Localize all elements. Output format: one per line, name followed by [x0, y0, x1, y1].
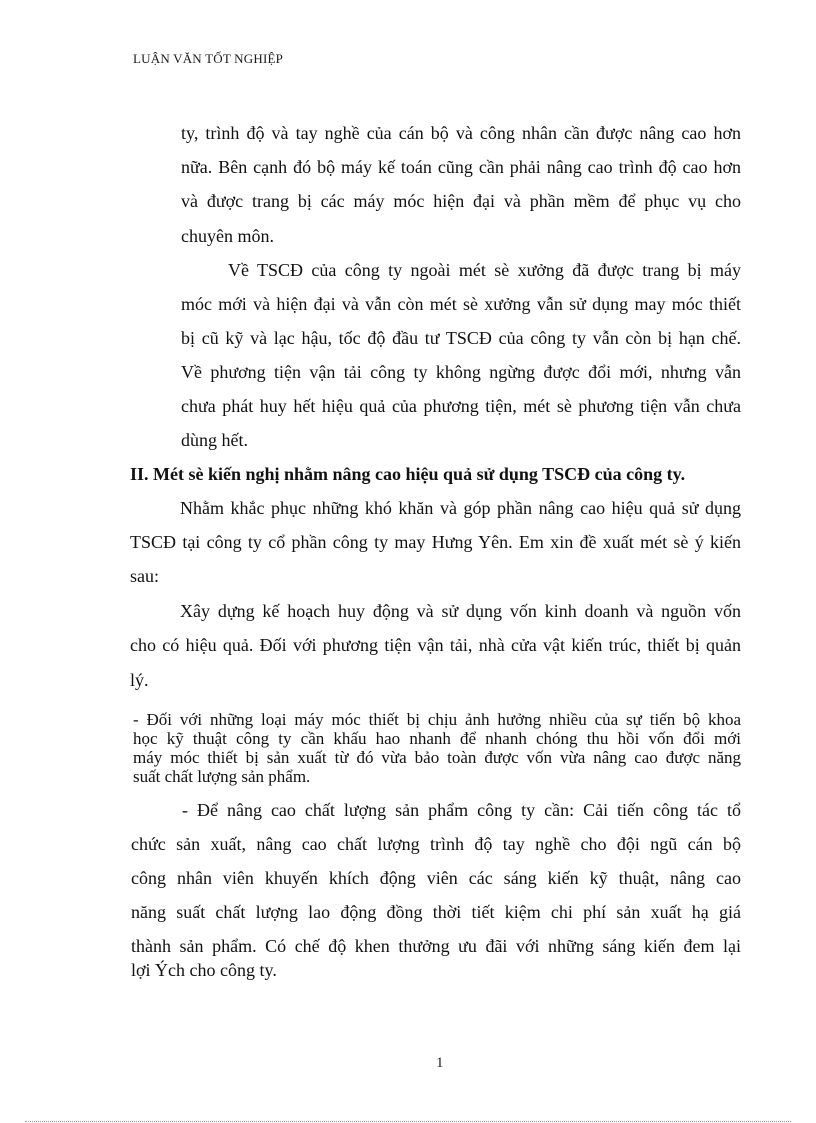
text-line: học kỹ thuật công ty cần khấu hao nhanh để nhanh chóng thu hồi vốn đổi mới — [133, 729, 741, 748]
text-line: - Để nâng cao chất lượng sản phẩm công ty cần: Cải tiến công tác tổ — [182, 800, 741, 820]
text-line: chức sản xuất, nâng cao chất lượng trình độ tay nghề cho đội ngũ cán bộ — [131, 834, 741, 854]
text-line: sau: — [130, 566, 159, 586]
page-break-divider — [25, 1121, 791, 1122]
text-line: Về phương tiện vận tải công ty không ngừng được đổi mới, nhưng vẫn — [181, 362, 741, 382]
text-line: Nhằm khắc phục những khó khăn và góp phần nâng cao hiệu quả sử dụng — [180, 498, 741, 518]
text-line: chưa phát huy hết hiệu quả của phương tiện, mét sè phương tiện vẫn chưa — [181, 396, 741, 416]
section-heading: II. Mét sè kiến nghị nhằm nâng cao hiệu quả sử dụng TSCĐ của công ty. — [130, 464, 686, 484]
text-line: Về TSCĐ của công ty ngoài mét sè xưởng đã được trang bị máy — [228, 260, 741, 280]
page-number: 1 — [436, 1055, 444, 1071]
text-line: lợi Ých cho công ty. — [131, 960, 277, 980]
running-header: LUẬN VĂN TỐT NGHIỆP — [133, 51, 284, 66]
text-line: công nhân viên khuyến khích động viên các sáng kiến kỹ thuật, nâng cao — [131, 868, 741, 888]
text-line: móc mới và hiện đại và vẫn còn mét sè xưởng vẫn sử dụng may móc thiết — [181, 294, 741, 314]
text-line: ty, trình độ và tay nghề của cán bộ và công nhân cần được nâng cao hơn — [181, 123, 741, 143]
text-line: máy móc thiết bị sản xuất từ đó vừa bảo toàn được vốn vừa nâng cao được năng — [133, 748, 741, 767]
text-line: TSCĐ tại công ty cổ phần công ty may Hưng Yên. Em xin đề xuất mét sè ý kiến — [130, 532, 741, 552]
text-line: Xây dựng kế hoạch huy động và sử dụng vốn kinh doanh và nguồn vốn — [180, 601, 741, 621]
text-line: nữa. Bên cạnh đó bộ máy kế toán cũng cần phải nâng cao trình độ cao hơn — [181, 157, 741, 177]
text-line: năng suất chất lượng lao động đồng thời tiết kiệm chi phí sản xuất hạ giá — [131, 902, 741, 922]
text-line: suất chất lượng sản phẩm. — [133, 767, 311, 786]
text-line: - Đối với những loại máy móc thiết bị chịu ảnh hưởng nhiều của sự tiến bộ khoa — [133, 710, 741, 729]
text-line: bị cũ kỹ và lạc hậu, tốc độ đầu tư TSCĐ của công ty vẫn còn bị hạn chế. — [181, 328, 741, 348]
text-line: dùng hết. — [181, 430, 248, 450]
text-line: và được trang bị các máy móc hiện đại và phần mềm để phục vụ cho — [181, 191, 741, 211]
text-line: thành sản phẩm. Có chế độ khen thưởng ưu đãi với những sáng kiến đem lại — [131, 936, 741, 956]
text-line: chuyên môn. — [181, 226, 274, 246]
text-line: cho có hiệu quả. Đối với phương tiện vận tải, nhà cửa vật kiến trúc, thiết bị quản — [130, 635, 741, 655]
text-line: lý. — [130, 670, 149, 690]
